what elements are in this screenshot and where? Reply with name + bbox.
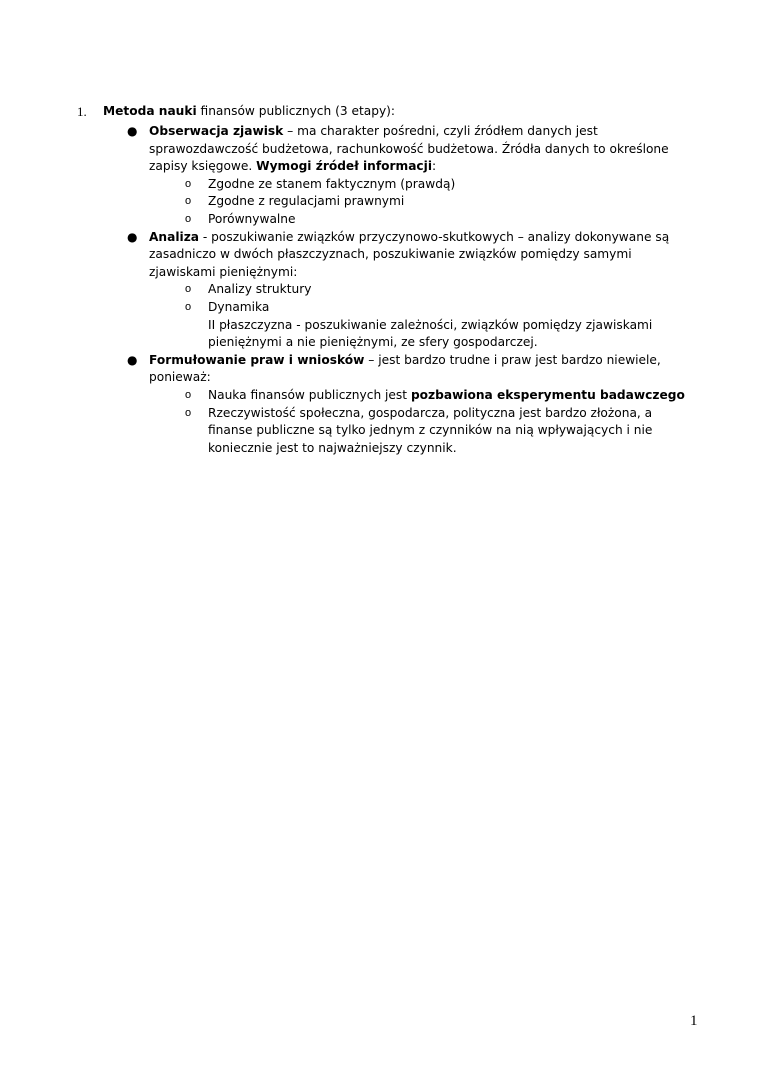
item-title [103, 103, 395, 121]
item-title-rest: finansów publicznych (3 etapy): [196, 104, 396, 118]
circle-bullet-icon: o [185, 300, 192, 313]
item-title-bold: Metoda nauki [103, 104, 197, 118]
sub-continuation [77, 317, 697, 352]
sub-item-text: Porównywalne [208, 211, 296, 226]
bullet-desc-2: : [432, 159, 437, 174]
bullet-analysis [77, 229, 697, 282]
continuation-text: II płaszczyzna - poszukiwanie zależności, związków pomiędzy zjawiskami pieniężnymi a nie pieniężnymi, ze sfery gospodarczej. [208, 317, 653, 350]
sub-item-text: Rzeczywistość społeczna, gospodarcza, polityczna jest bardzo złożona, a finanse publiczne są tylko jednym z czynników na nią wpływających i nie koniecznie jest to najważniejszy czynnik. [208, 405, 653, 455]
bullet-text [149, 123, 699, 176]
bullet-icon: ● [127, 352, 138, 367]
bullet-term: Obserwacja zjawisk [149, 124, 284, 138]
bullet-list [77, 123, 697, 457]
bullet-icon: ● [127, 229, 138, 244]
bullet-term: Analiza [149, 229, 200, 244]
circle-bullet-icon: o [185, 195, 192, 208]
sub-item [77, 387, 697, 405]
sub-item [77, 405, 697, 458]
circle-bullet-icon: o [185, 388, 192, 401]
circle-bullet-icon: o [185, 177, 192, 190]
bullet-laws [77, 352, 697, 387]
sub-item-bold: pozbawiona eksperymentu badawczego [410, 387, 685, 402]
sub-item-text: Zgodne ze stanem faktycznym (prawdą) [208, 176, 456, 191]
bullet-desc: – ma charakter pośredni, czyli źródłem danych jest sprawozdawczość budżetowa, rachunkowość budżetowa. Źródła danych to określone zapisy księgowe. [149, 124, 669, 174]
bullet-text [149, 229, 699, 282]
bullet-desc: – jest bardzo trudne i praw jest bardzo niewiele, ponieważ: [149, 352, 661, 385]
sub-item-text: Zgodne z regulacjami prawnymi [208, 194, 405, 209]
sub-item [77, 211, 697, 229]
circle-bullet-icon: o [185, 212, 192, 225]
bullet-observation [77, 123, 697, 176]
circle-bullet-icon: o [185, 283, 192, 296]
circle-bullet-icon: o [185, 406, 192, 419]
sub-item [77, 299, 697, 317]
sub-item [77, 281, 697, 299]
sub-item-plain: Nauka finansów publicznych jest [208, 387, 411, 402]
page-number: 1 [690, 1013, 698, 1029]
sub-item-text: Dynamika [208, 299, 270, 314]
sub-item-text: Analizy struktury [208, 282, 312, 297]
item-number: 1. [77, 104, 87, 119]
sub-item [77, 193, 697, 211]
bullet-term: Formułowanie praw i wniosków [149, 352, 365, 367]
bullet-term-2: Wymogi źródeł informacji [256, 159, 433, 174]
bullet-icon: ● [127, 124, 138, 138]
bullet-desc: - poszukiwanie związków przyczynowo-skutkowych – analizy dokonywane są zasadniczo w dwóch płaszczyznach, poszukiwanie związków pomiędzy samymi zjawiskami pieniężnymi: [149, 229, 670, 279]
bullet-text [149, 352, 699, 387]
sub-item-text [208, 387, 700, 405]
sub-item [77, 176, 697, 194]
